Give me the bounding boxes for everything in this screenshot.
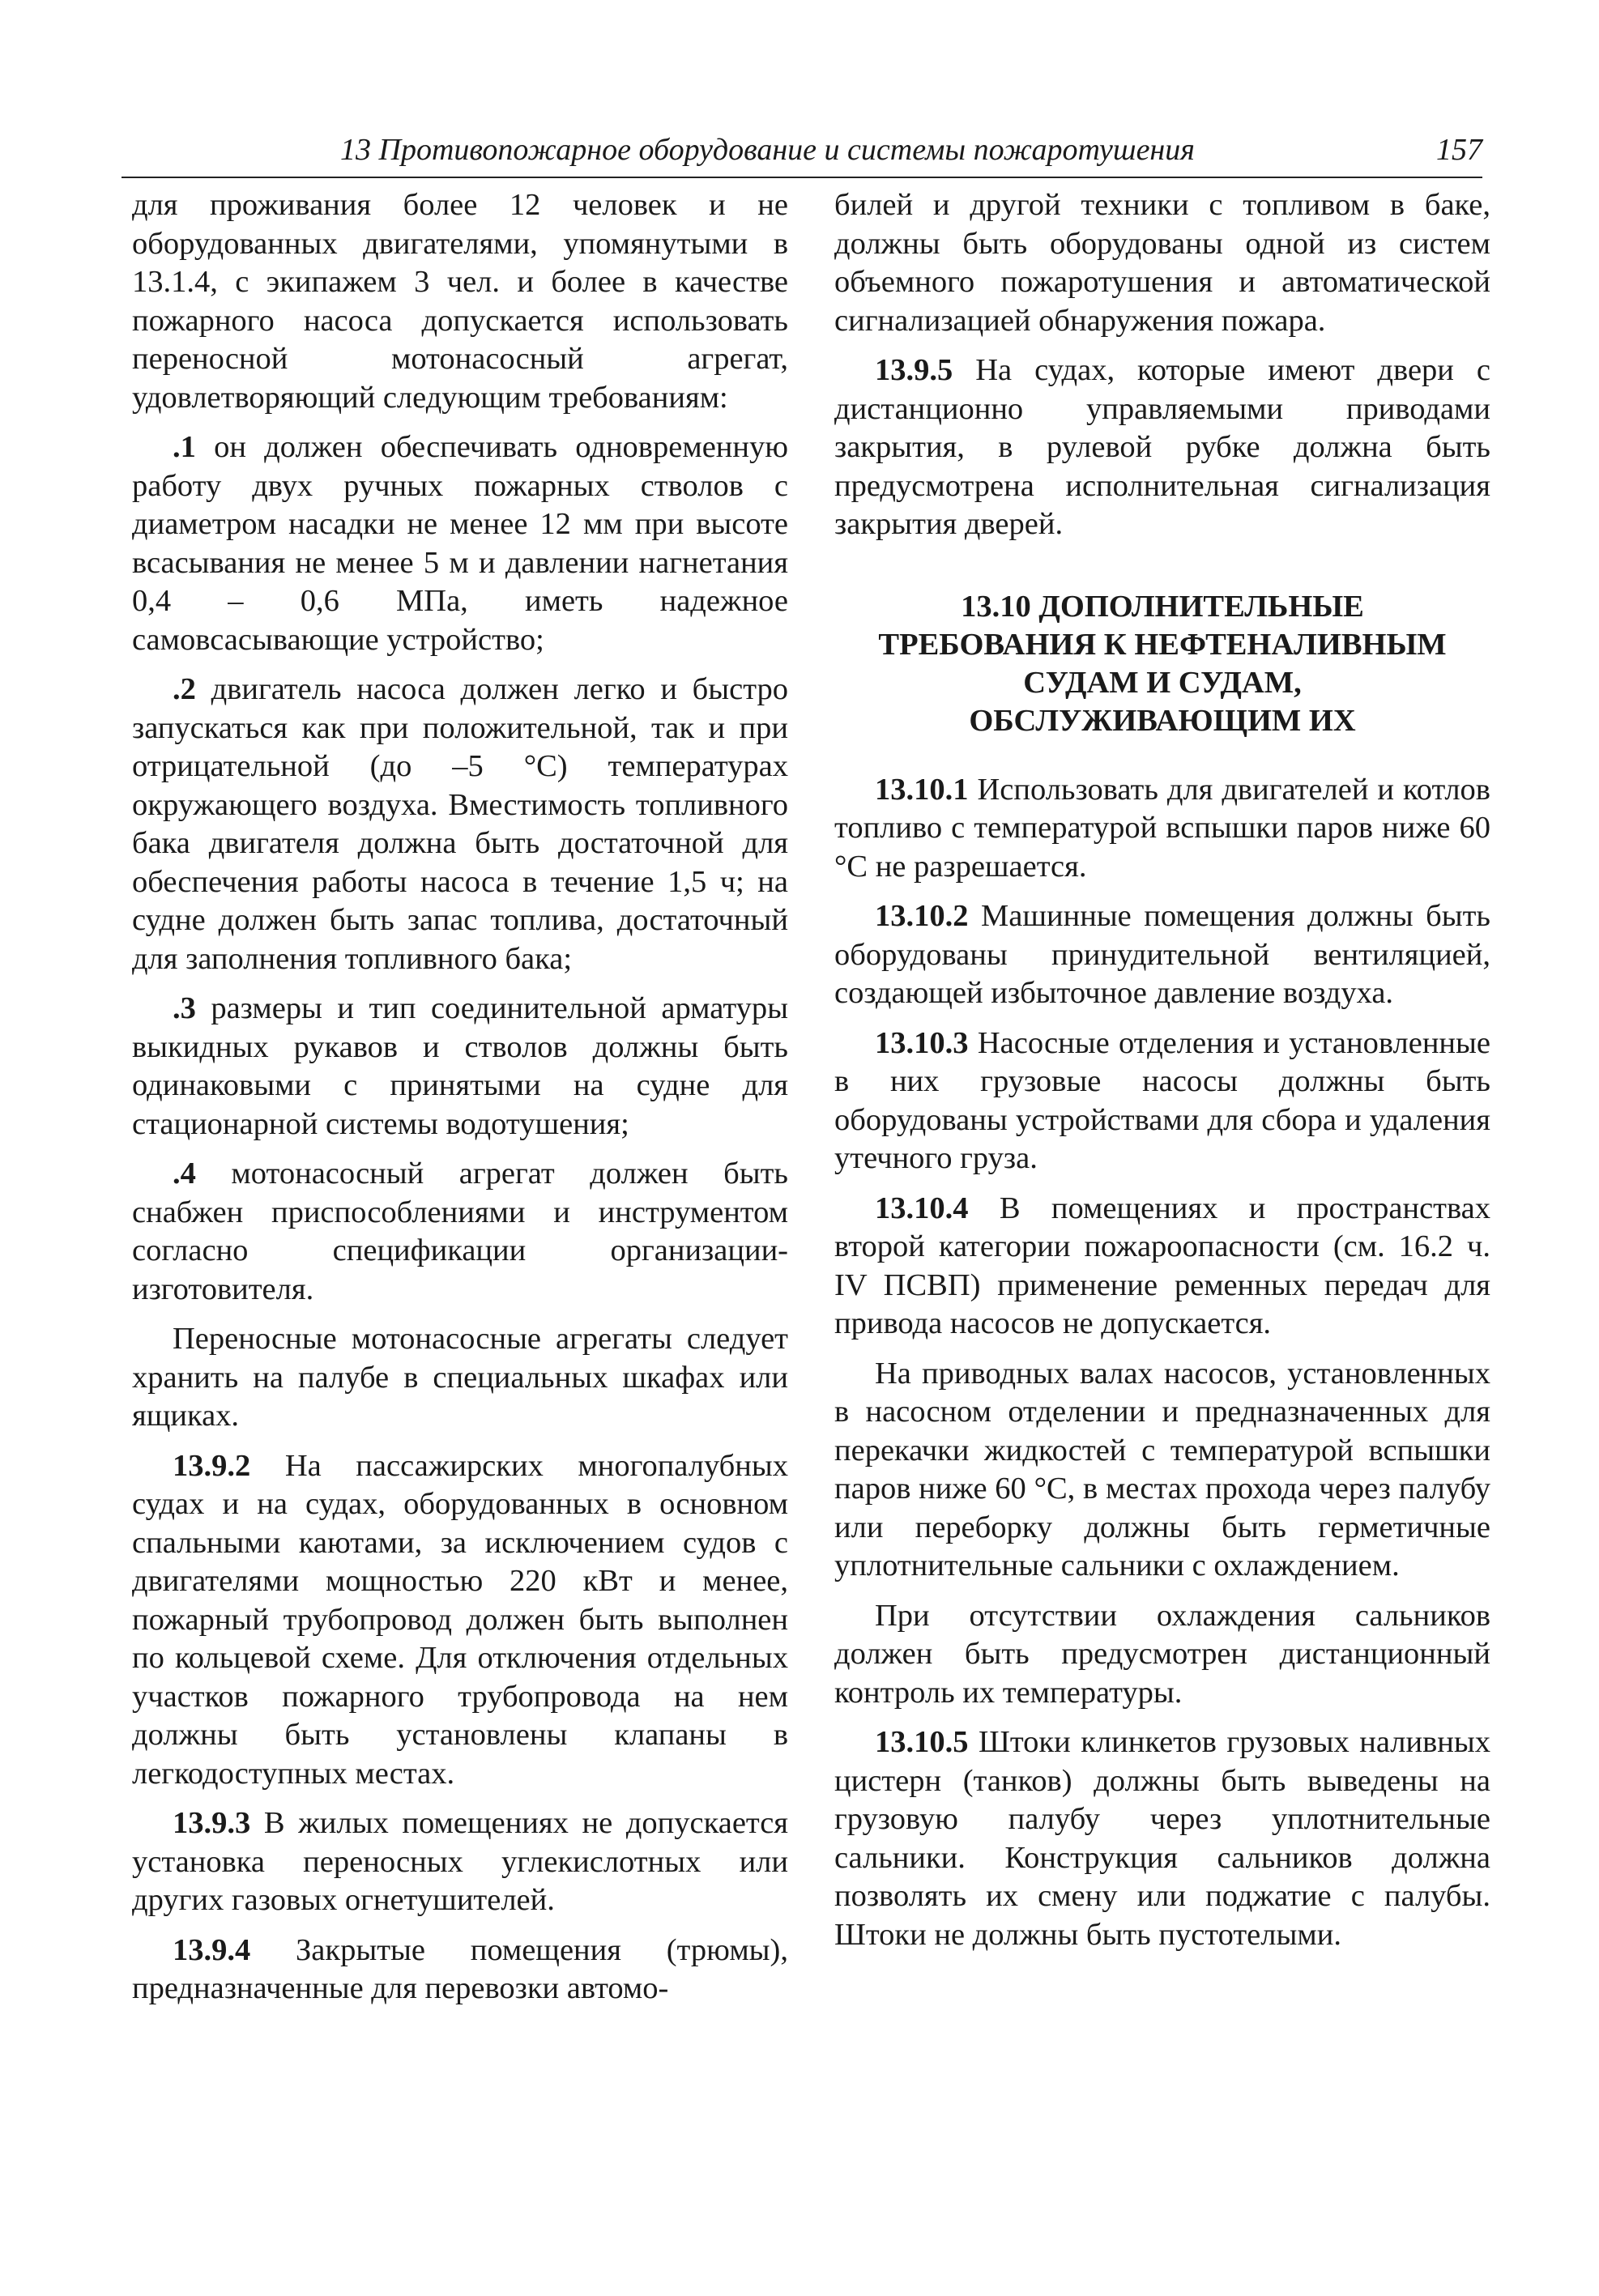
section-text: В помещениях и пространствах второй категории пожароопасности (см. 16.2 ч. IV ПСВП) применение ременных передач для привода насосов не допускается. — [834, 1191, 1490, 1340]
section-number: 13.10.3 — [875, 1025, 969, 1060]
heading-line: СУДАМ И СУДАМ, — [1023, 665, 1302, 700]
section-text: Использовать для двигателей и котлов топливо с температурой вспышки паров ниже 60 °С не разрешается. — [834, 772, 1490, 884]
section-text: На судах, которые имеют двери с дистанционно управляемыми приводами закрытия, в рулевой рубке должна быть предусмотрена исполнительная сигнализация закрытия дверей. — [834, 353, 1490, 541]
section-number: 13.9.3 — [173, 1806, 251, 1840]
item-number: .4 — [173, 1157, 196, 1191]
section-paragraph — [834, 1190, 1490, 1344]
paragraph: билей и другой техники с топливом в баке, должны быть оборудованы одной из систем объемного пожаротушения и автоматической сигнализацией обнаружения пожара. — [834, 188, 1490, 338]
paragraph: При отсутствии охлаждения сальников должен быть предусмотрен дистанционный контроль их температуры. — [834, 1598, 1490, 1710]
running-header — [122, 130, 1482, 178]
section-heading — [834, 588, 1490, 740]
list-item — [132, 428, 788, 659]
heading-line: ТРЕБОВАНИЯ К НЕФТЕНАЛИВНЫМ — [878, 627, 1447, 662]
section-number: 13.10.1 — [875, 772, 969, 807]
section-paragraph — [834, 1024, 1490, 1178]
section-paragraph — [132, 1932, 788, 2008]
section-paragraph — [132, 1447, 788, 1794]
section-paragraph — [834, 351, 1490, 544]
section-text: Машинные помещения должны быть оборудованы принудительной вентиляцией, создающей избыточное давление воздуха. — [834, 899, 1490, 1010]
list-item — [132, 671, 788, 978]
paragraph: Переносные мотонасосные агрегаты следует хранить на палубе в специальных шкафах или ящиках. — [132, 1322, 788, 1433]
chapter-title: 13 Противопожарное оборудование и системы пожаротушения — [340, 133, 1195, 167]
item-number: .2 — [173, 672, 196, 706]
section-number: 13.10.5 — [875, 1725, 969, 1759]
section-text: В жилых помещениях не допускается установка переносных углекислотных или других газовых огнетушителей. — [132, 1806, 788, 1917]
section-number: 13.9.5 — [875, 353, 953, 387]
section-number: 13.10.4 — [875, 1191, 969, 1225]
list-item — [132, 1155, 788, 1309]
heading-line: ОБСЛУЖИВАЮЩИМ ИХ — [969, 703, 1356, 738]
section-number: 13.9.2 — [173, 1448, 251, 1483]
paragraph: для проживания более 12 человек и не оборудованных двигателями, упомянутыми в 13.1.4, с экипажем 3 чел. и более в качестве пожарного насоса допускается использовать переносной мотонасосный агрегат, удовлетворяющий следующим требованиям: — [132, 188, 788, 415]
section-paragraph — [834, 897, 1490, 1013]
section-paragraph — [834, 771, 1490, 887]
item-text: он должен обеспечивать одновременную работу двух ручных пожарных стволов с диаметром насадки не менее 12 мм при высоте всасывания не менее 5 м и давлении нагнетания 0,4 – 0,6 МПа, иметь надежное самовсасывающие устройство; — [132, 430, 788, 657]
section-number: 13.9.4 — [173, 1932, 251, 1967]
section-text: Насосные отделения и установленные в них грузовые насосы должны быть оборудованы устройствами для сбора и удаления утечного груза. — [834, 1025, 1490, 1175]
section-paragraph — [132, 1804, 788, 1920]
section-text: На пассажирских многопалубных судах и на судах, оборудованных в основном спальными каютами, за исключением судов с двигателями мощностью 220 кВт и менее, пожарный трубопровод должен быть выполнен по кольцевой схеме. Для отключения отдельных участков пожарного трубопровода на нем должны быть установлены клапаны в легкодоступных местах. — [132, 1448, 788, 1791]
paragraph: На приводных валах насосов, установленных в насосном отделении и предназначенных для перекачки жидкостей с температурой вспышки паров ниже 60 °С, в местах прохода через палубу или переборку должны быть герметичные уплотнительные сальники с охлаждением. — [834, 1356, 1490, 1582]
item-text: двигатель насоса должен легко и быстро запускаться как при положительной, так и при отрицательной (до –5 °С) температурах окружающего воздуха. Вместимость топливного бака двигателя должна быть достаточной для обеспечения работы насоса в течение 1,5 ч; на судне должен быть запас топлива, достаточный для заполнения топливного бака; — [132, 672, 788, 976]
item-number: .1 — [173, 430, 196, 464]
item-number: .3 — [173, 991, 196, 1025]
left-column — [132, 186, 788, 2020]
right-column — [834, 186, 1490, 1966]
item-text: размеры и тип соединительной арматуры выкидных рукавов и стволов должны быть одинаковыми с принятыми на судне для стационарной системы водотушения; — [132, 991, 788, 1141]
heading-line: 13.10 ДОПОЛНИТЕЛЬНЫЕ — [961, 589, 1364, 624]
list-item — [132, 990, 788, 1144]
section-text: Закрытые помещения (трюмы), предназначенные для перевозки автомо- — [132, 1932, 788, 2005]
section-number: 13.10.2 — [875, 899, 969, 933]
section-paragraph — [834, 1723, 1490, 1954]
section-text: Штоки клинкетов грузовых наливных цистерн (танков) должны быть выведены на грузовую палубу через уплотнительные сальники. Конструкция сальников должна позволять их смену или поджатие с палубы. Штоки не должны быть пустотелыми. — [834, 1725, 1490, 1952]
page-number: 157 — [1436, 133, 1482, 167]
item-text: мотонасосный агрегат должен быть снабжен приспособлениями и инструментом согласно спецификации организации-изготовителя. — [132, 1157, 788, 1306]
